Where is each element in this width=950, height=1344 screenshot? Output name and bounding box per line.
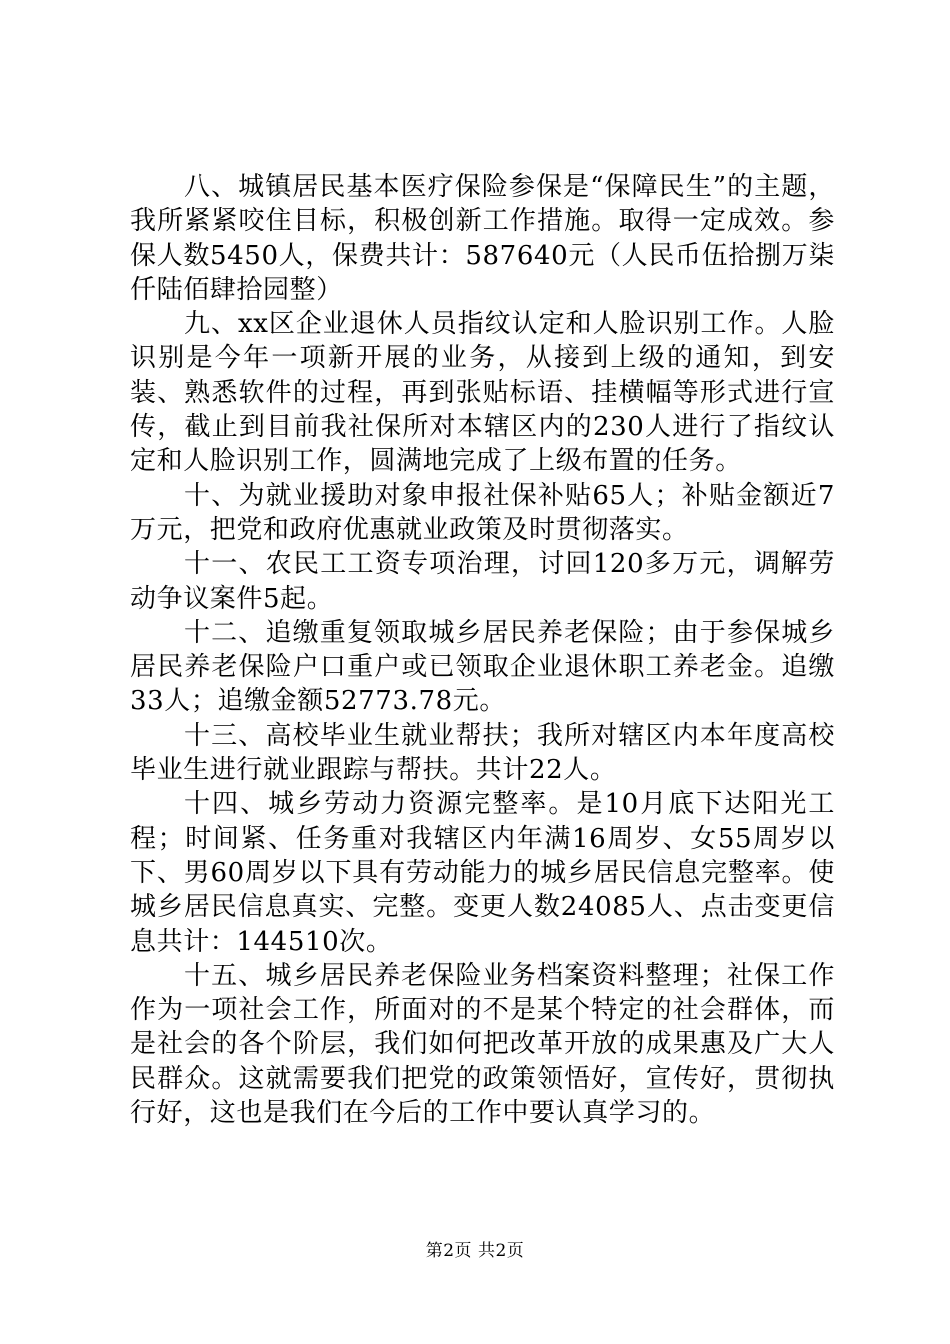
- paragraph-item-10: 十、为就业援助对象申报社保补贴65人；补贴金额近7万元，把党和政府优惠就业政策及时贯彻落实。: [130, 480, 835, 545]
- paragraph-item-8: 八、城镇居民基本医疗保险参保是“保障民生”的主题，我所紧紧咬住目标，积极创新工作措施。取得一定成效。参保人数5450人，保费共计：587640元（人民币伍拾捌万柒仟陆佰肆拾园整）: [130, 172, 835, 305]
- paragraph-item-12: 十二、追缴重复领取城乡居民养老保险；由于参保城乡居民养老保险户口重户或已领取企业退休职工养老金。追缴33人；追缴金额52773.78元。: [130, 617, 835, 717]
- paragraph-item-11: 十一、农民工工资专项治理，讨回120多万元，调解劳动争议案件5起。: [130, 549, 835, 614]
- document-body: [130, 170, 835, 1130]
- paragraph-item-13: 十三、高校毕业生就业帮扶；我所对辖区内本年度高校毕业生进行就业跟踪与帮扶。共计22人。: [130, 720, 835, 786]
- paragraph-item-14: 十四、城乡劳动力资源完整率。是10月底下达阳光工程；时间紧、任务重对我辖区内年满16周岁、女55周岁以下、男60周岁以下具有劳动能力的城乡居民信息完整率。使城乡居民信息真实、完整。变更人数24085人、点击变更信息共计：144510次。: [130, 789, 835, 957]
- paragraph-item-9: 九、xx区企业退休人员指纹认定和人脸识别工作。人脸识别是今年一项新开展的业务，从接到上级的通知，到安装、熟悉软件的过程，再到张贴标语、挂横幅等形式进行宣传，截止到目前我社保所对本辖区内的230人进行了指纹认定和人脸识别工作，圆满地完成了上级布置的任务。: [130, 309, 835, 477]
- paragraph-item-15: 十五、城乡居民养老保险业务档案资料整理；社保工作作为一项社会工作，所面对的不是某个特定的社会群体，而是社会的各个阶层，我们如何把改革开放的成果惠及广大人民群众。这就需要我们把党的政策领悟好，宣传好，贯彻执行好，这也是我们在今后的工作中要认真学习的。: [130, 960, 835, 1129]
- page-number-footer: 第2页 共2页: [425, 1241, 525, 1261]
